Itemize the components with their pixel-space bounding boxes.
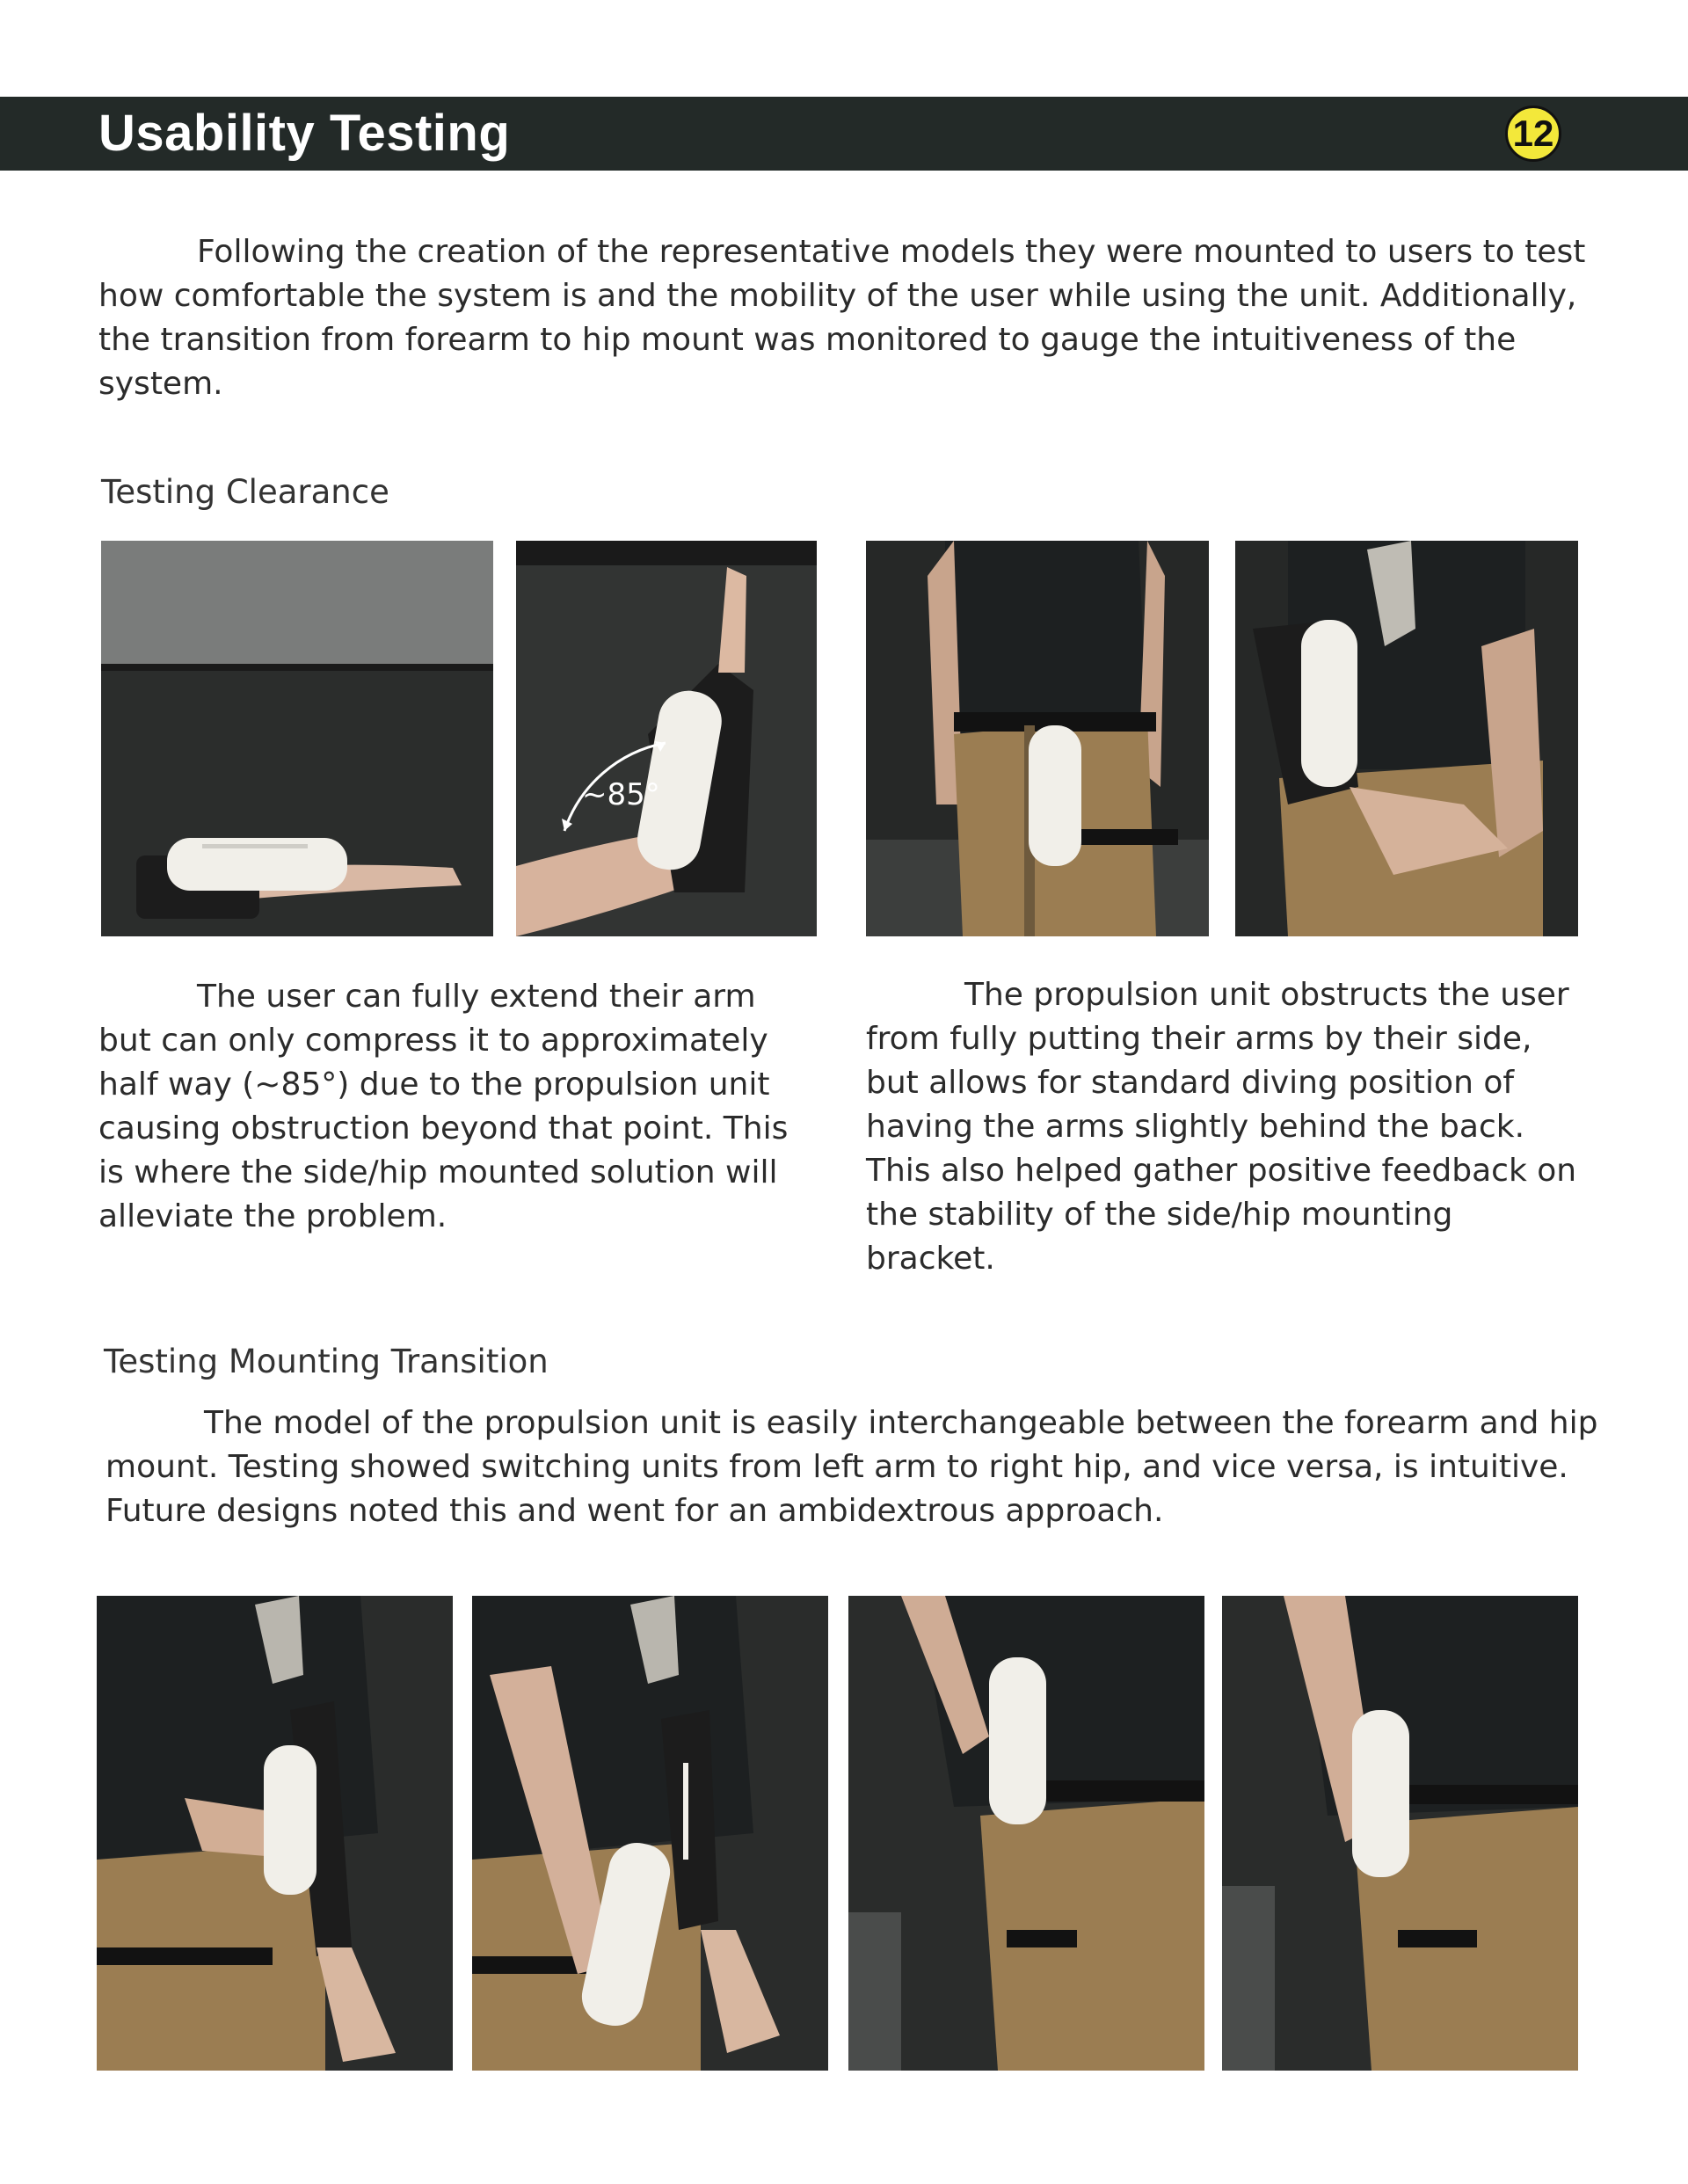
transition-heading: Testing Mounting Transition bbox=[104, 1343, 549, 1380]
transition-paragraph: The model of the propulsion unit is easily interchangeable between the forearm and hip mount. Testing showed switching units from left arm to right hip, and vice versa, is intuitive. Future designs noted this and went for an ambidextrous approach. bbox=[106, 1405, 1598, 1529]
photo-transition-step-3 bbox=[848, 1596, 1204, 2071]
intro-paragraph: Following the creation of the representative models they were mounted to users to test how comfortable the system is and the mobility of the user while using the unit. Additionally, the transition from forearm to hip mount was monitored to gauge the intuitiveness of the system. bbox=[98, 234, 1586, 402]
page-number-badge: 12 bbox=[1505, 106, 1561, 162]
angle-label: ~85° bbox=[582, 777, 660, 812]
clearance-heading: Testing Clearance bbox=[101, 473, 389, 511]
clearance-right-caption: The propulsion unit obstructs the user from fully putting their arms by their side, but allows for standard diving position of having the arms slightly behind the back. This also helped gather positive feedback on the stability of the side/hip mounting bracket. bbox=[866, 977, 1577, 1277]
photo-transition-step-2 bbox=[472, 1596, 828, 2071]
photo-arm-compressed bbox=[516, 541, 817, 936]
photo-arms-behind-back bbox=[1235, 541, 1578, 936]
photo-arm-extended bbox=[101, 541, 493, 936]
page-title: Usability Testing bbox=[98, 105, 511, 162]
header-bar bbox=[0, 97, 1688, 171]
photo-transition-step-4 bbox=[1222, 1596, 1578, 2071]
clearance-left-caption: The user can fully extend their arm but can only compress it to approximately half way (~85°) due to the propulsion unit causing obstruction beyond that point. This is where the side/hip mounted solution will alleviate the problem. bbox=[98, 979, 789, 1234]
photo-transition-step-1 bbox=[97, 1596, 453, 2071]
photo-arms-at-side bbox=[866, 541, 1209, 936]
